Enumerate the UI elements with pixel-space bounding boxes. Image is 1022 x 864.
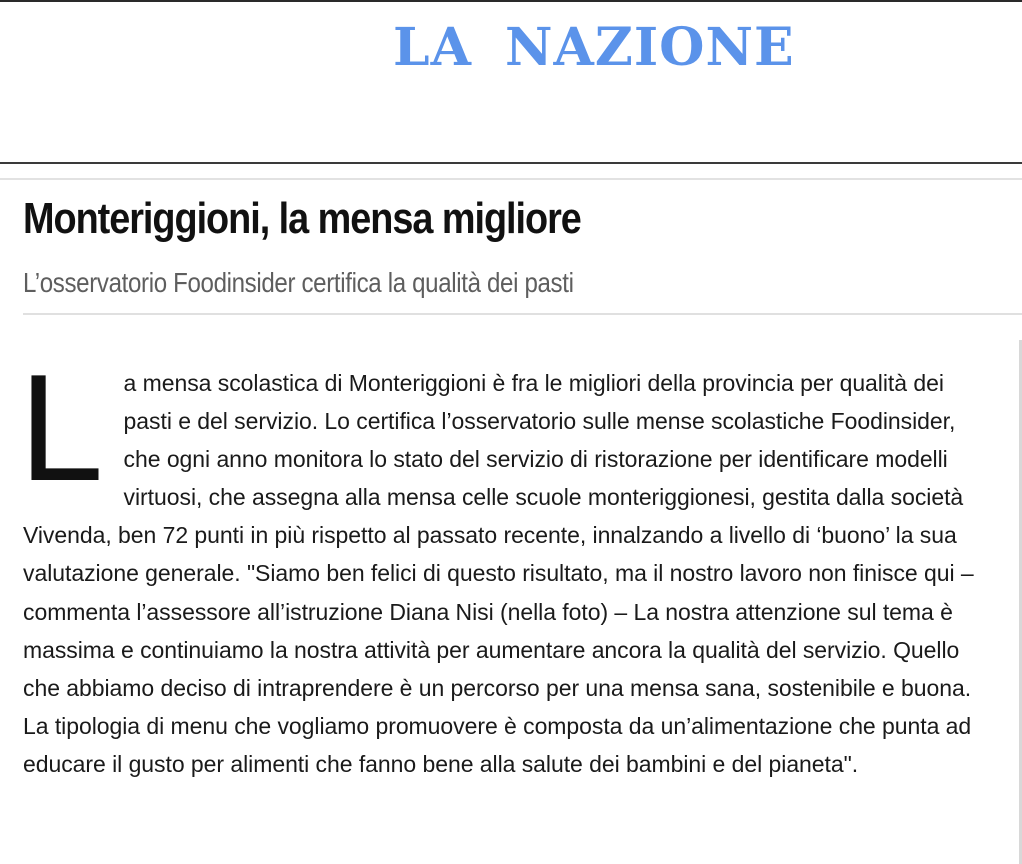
drop-cap: L (19, 343, 104, 513)
article-body-text: a mensa scolastica di Monteriggioni è fra le migliori della provincia per qualità dei pasti e del servizio. Lo certifica l’osservatorio sulle mense scolastiche Foodinsider, che ogni anno monitora lo stato del servizio di ristorazione per identificare modelli virtuosi, che assegna alla mensa celle scuole monteriggionesi, gestita dalla società Vivenda, ben 72 punti in più rispetto al passato recente, innalzando a livello di ‘buono’ la sua valutazione generale. "Siamo ben felici di questo risultato, ma il nostro lavoro non finisce qui – commenta l’assessore all’istruzione Diana Nisi (nella foto) – La nostra attenzione sul tema è massima e continuiamo la nostra attività per aumentare ancora la qualità del servizio. Quello che abbiamo deciso di intraprendere è un percorso per una mensa sana, sostenibile e buona. La tipologia di menu che vogliamo promuovere è composta da un’alimentazione che punta ad educare il gusto per alimenti che fanno bene alla salute dei bambini e del pianeta". (23, 370, 974, 777)
masthead (0, 2, 1022, 162)
headline-divider (23, 313, 1022, 315)
masthead-divider-light (0, 178, 1022, 180)
article-body (19, 343, 995, 783)
newspaper-logo[interactable]: LA NAZIONE (393, 17, 795, 78)
article-headline: Monteriggioni, la mensa migliore (23, 194, 581, 243)
article-subheadline: L’osservatorio Foodinsider certifica la qualità dei pasti (23, 267, 574, 298)
masthead-divider (0, 162, 1022, 164)
